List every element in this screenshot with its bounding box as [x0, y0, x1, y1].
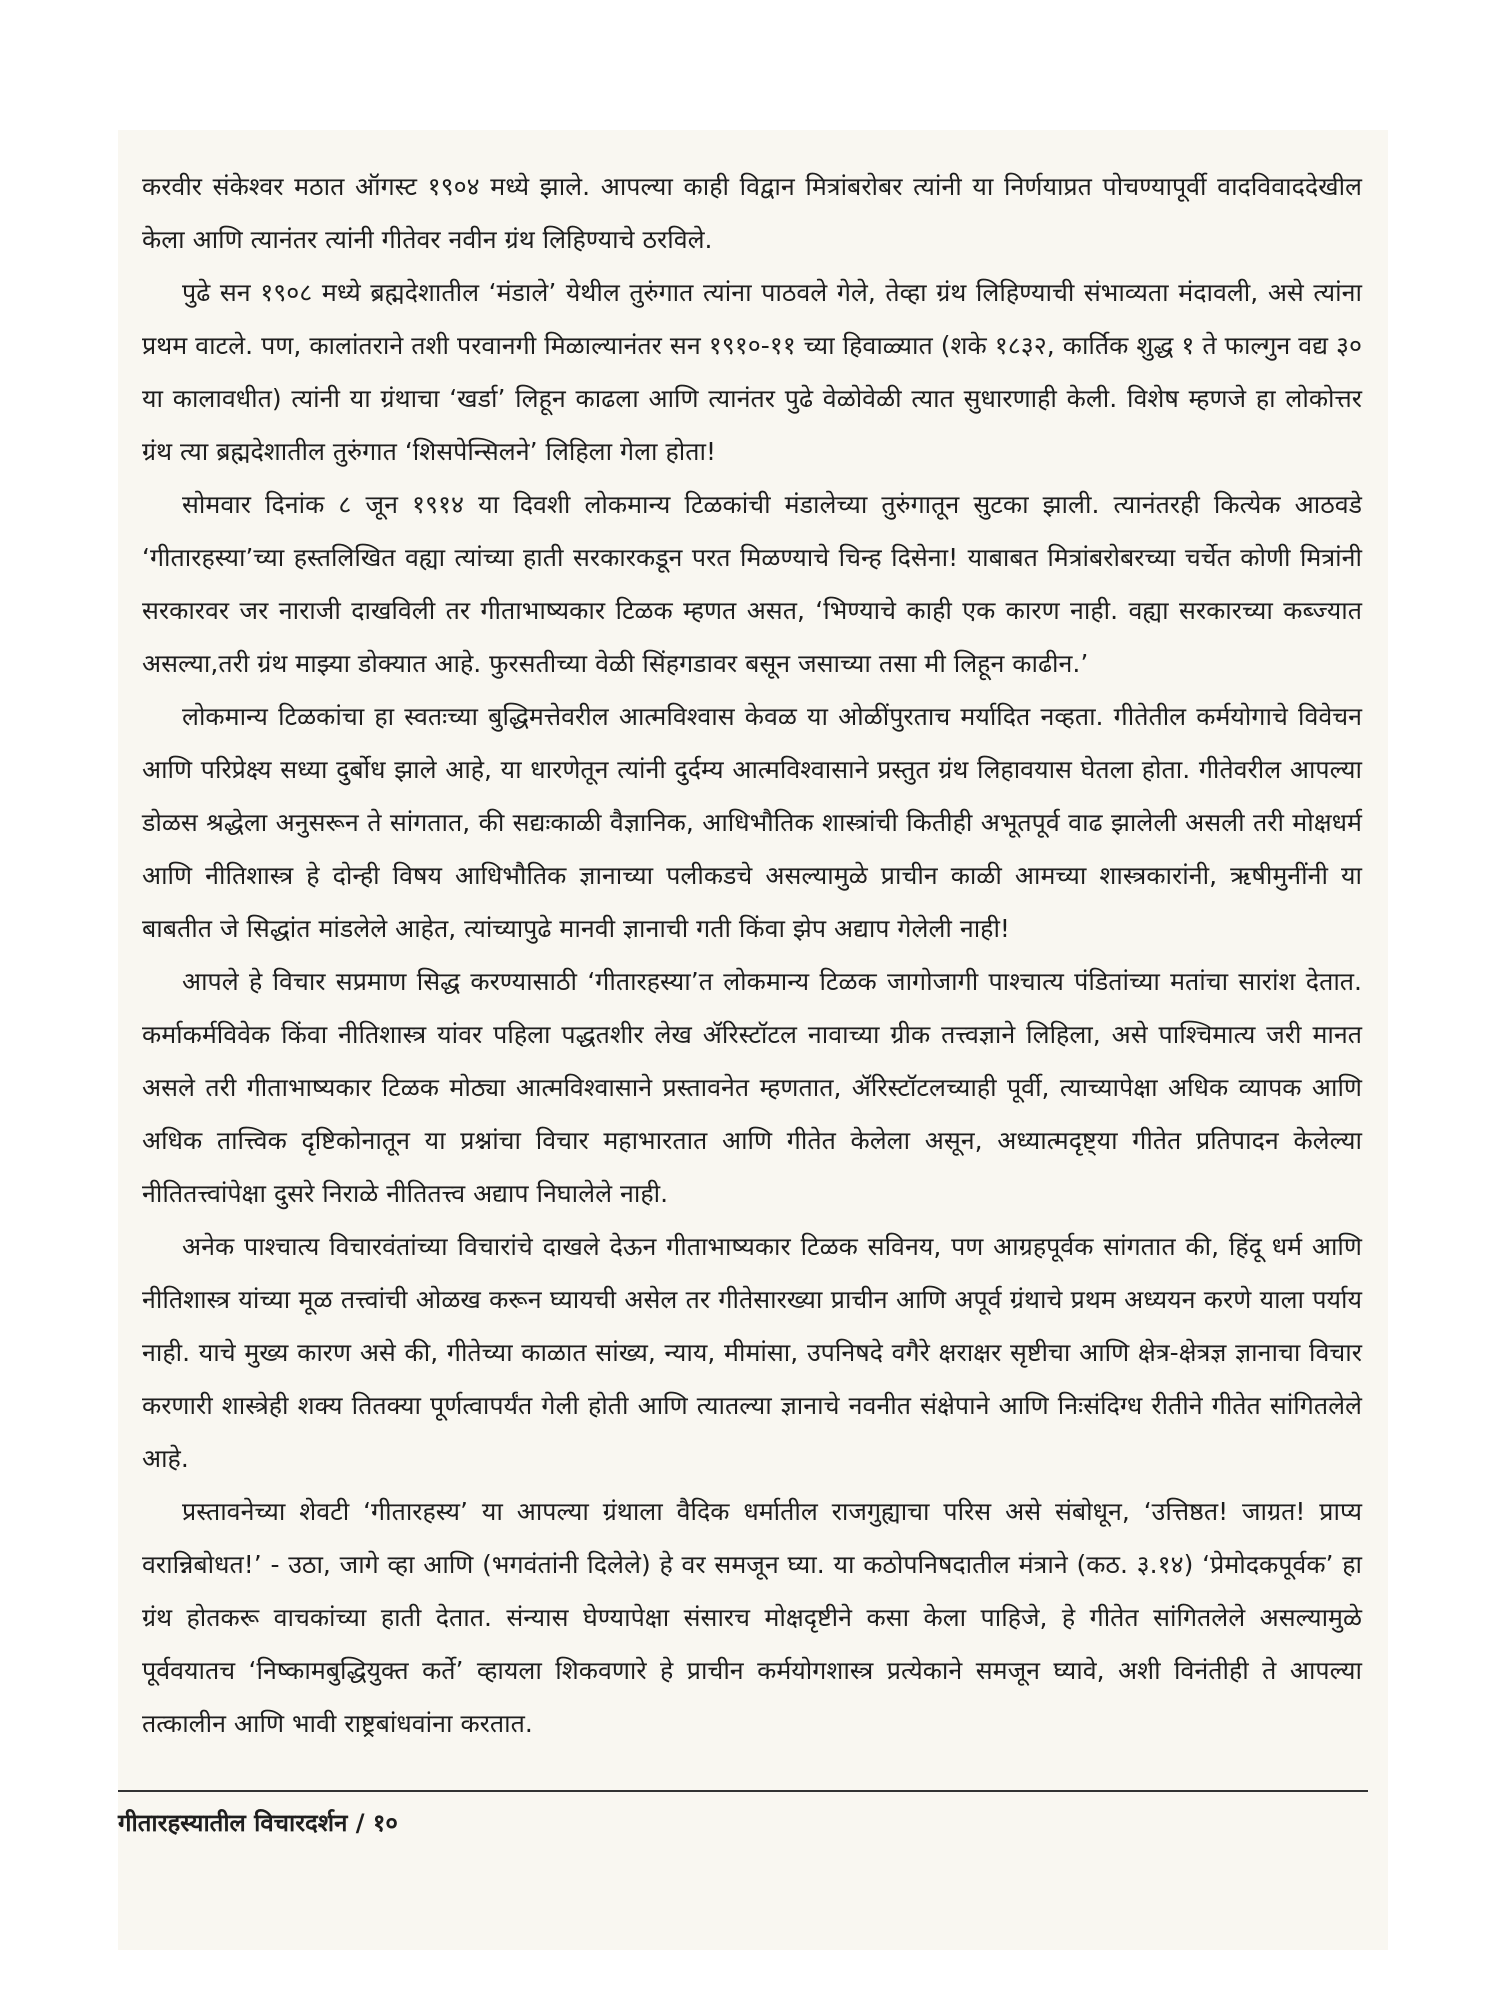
- paragraph-3: सोमवार दिनांक ८ जून १९१४ या दिवशी लोकमान्य टिळकांची मंडालेच्या तुरुंगातून सुटका झाली. त्यानंतरही कित्येक आठवडे ‘गीतारहस्या’च्या हस्तलिखित वह्या त्यांच्या हाती सरकारकडून परत मिळण्याचे चिन्ह दिसेना! याबाबत मित्रांबरोबरच्या चर्चेत कोणी मित्रांनी सरकारवर जर नाराजी दाखविली तर गीताभाष्यकार टिळक म्हणत असत, ‘भिण्याचे काही एक कारण नाही. वह्या सरकारच्या कब्ज्यात असल्या,तरी ग्रंथ माझ्या डोक्यात आहे. फुरसतीच्या वेळी सिंहगडावर बसून जसाच्या तसा मी लिहून काढीन.’: [142, 490, 1362, 678]
- page-footer: गीतारहस्यातील विचारदर्शन / १०: [118, 1809, 398, 1837]
- book-page: [118, 130, 1388, 1950]
- footer-divider: [118, 1790, 1368, 1792]
- paragraph-2: पुढे सन १९०८ मध्ये ब्रह्मदेशातील ‘मंडाले’ येथील तुरुंगात त्यांना पाठवले गेले, तेव्हा ग्रंथ लिहिण्याची संभाव्यता मंदावली, असे त्यांना प्रथम वाटले. पण, कालांतराने तशी परवानगी मिळाल्यानंतर सन १९१०-११ च्या हिवाळ्यात (शके १८३२, कार्तिक शुद्ध १ ते फाल्गुन वद्य ३० या कालावधीत) त्यांनी या ग्रंथाचा ‘खर्डा’ लिहून काढला आणि त्यानंतर पुढे वेळोवेळी त्यात सुधारणाही केली. विशेष म्हणजे हा लोकोत्तर ग्रंथ त्या ब्रह्मदेशातील तुरुंगात ‘शिसपेन्सिलने’ लिहिला गेला होता!: [142, 278, 1362, 466]
- body-text: [142, 160, 1362, 1750]
- paragraph-7: प्रस्तावनेच्या शेवटी ‘गीतारहस्य’ या आपल्या ग्रंथाला वैदिक धर्मातील राजगुह्याचा परिस असे संबोधून, ‘उत्तिष्ठत! जाग्रत! प्राप्य वरान्निबोधत!’ - उठा, जागे व्हा आणि (भगवंतांनी दिलेले) हे वर समजून घ्या. या कठोपनिषदातील मंत्राने (कठ. ३.१४) ‘प्रेमोदकपूर्वक’ हा ग्रंथ होतकरू वाचकांच्या हाती देतात. संन्यास घेण्यापेक्षा संसारच मोक्षदृष्टीने कसा केला पाहिजे, हे गीतेत सांगितलेले असल्यामुळे पूर्ववयातच ‘निष्कामबुद्धियुक्त कर्ते’ व्हायला शिकवणारे हे प्राचीन कर्मयोगशास्त्र प्रत्येकाने समजून घ्यावे, अशी विनंतीही ते आपल्या तत्कालीन आणि भावी राष्ट्रबांधवांना करतात.: [142, 1497, 1362, 1738]
- paragraph-4: लोकमान्य टिळकांचा हा स्वतःच्या बुद्धिमत्तेवरील आत्मविश्वास केवळ या ओळींपुरताच मर्यादित नव्हता. गीतेतील कर्मयोगाचे विवेचन आणि परिप्रेक्ष्य सध्या दुर्बोध झाले आहे, या धारणेतून त्यांनी दुर्दम्य आत्मविश्वासाने प्रस्तुत ग्रंथ लिहावयास घेतला होता. गीतेवरील आपल्या डोळस श्रद्धेला अनुसरून ते सांगतात, की सद्यःकाळी वैज्ञानिक, आधिभौतिक शास्त्रांची कितीही अभूतपूर्व वाढ झालेली असली तरी मोक्षधर्म आणि नीतिशास्त्र हे दोन्ही विषय आधिभौतिक ज्ञानाच्या पलीकडचे असल्यामुळे प्राचीन काळी आमच्या शास्त्रकारांनी, ऋषीमुनींनी या बाबतीत जे सिद्धांत मांडलेले आहेत, त्यांच्यापुढे मानवी ज्ञानाची गती किंवा झेप अद्याप गेलेली नाही!: [142, 702, 1362, 943]
- paragraph-6: अनेक पाश्चात्य विचारवंतांच्या विचारांचे दाखले देऊन गीताभाष्यकार टिळक सविनय, पण आग्रहपूर्वक सांगतात की, हिंदू धर्म आणि नीतिशास्त्र यांच्या मूळ तत्त्वांची ओळख करून घ्यायची असेल तर गीतेसारख्या प्राचीन आणि अपूर्व ग्रंथाचे प्रथम अध्ययन करणे याला पर्याय नाही. याचे मुख्य कारण असे की, गीतेच्या काळात सांख्य, न्याय, मीमांसा, उपनिषदे वगैरे क्षराक्षर सृष्टीचा आणि क्षेत्र-क्षेत्रज्ञ ज्ञानाचा विचार करणारी शास्त्रेही शक्य तितक्या पूर्णत्वापर्यंत गेली होती आणि त्यातल्या ज्ञानाचे नवनीत संक्षेपाने आणि निःसंदिग्ध रीतीने गीतेत सांगितलेले आहे.: [142, 1232, 1362, 1473]
- paragraph-5: आपले हे विचार सप्रमाण सिद्ध करण्यासाठी ‘गीतारहस्या’त लोकमान्य टिळक जागोजागी पाश्चात्य पंडितांच्या मतांचा सारांश देतात. कर्माकर्मविवेक किंवा नीतिशास्त्र यांवर पहिला पद्धतशीर लेख ॲरिस्टॉटल नावाच्या ग्रीक तत्त्वज्ञाने लिहिला, असे पाश्चिमात्य जरी मानत असले तरी गीताभाष्यकार टिळक मोठ्या आत्मविश्वासाने प्रस्तावनेत म्हणतात, ॲरिस्टॉटलच्याही पूर्वी, त्याच्यापेक्षा अधिक व्यापक आणि अधिक तात्त्विक दृष्टिकोनातून या प्रश्नांचा विचार महाभारतात आणि गीतेत केलेला असून, अध्यात्मदृष्ट्या गीतेत प्रतिपादन केलेल्या नीतितत्त्वांपेक्षा दुसरे निराळे नीतितत्त्व अद्याप निघालेले नाही.: [142, 967, 1362, 1208]
- paragraph-1: करवीर संकेश्वर मठात ऑगस्ट १९०४ मध्ये झाले. आपल्या काही विद्वान मित्रांबरोबर त्यांनी या निर्णयाप्रत पोचण्यापूर्वी वादविवाददेखील केला आणि त्यानंतर त्यांनी गीतेवर नवीन ग्रंथ लिहिण्याचे ठरविले.: [142, 172, 1362, 254]
